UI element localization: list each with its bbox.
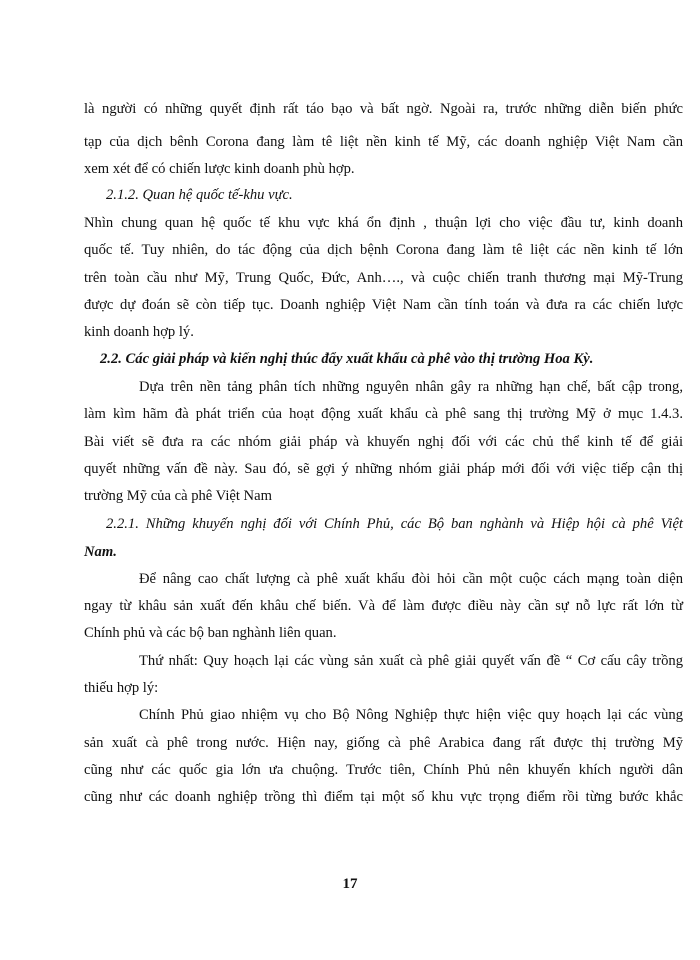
body-text-line: quốc tế. Tuy nhiên, do tác động của dịch bệnh Corona đang làm tê liệt các nền kinh tế lớn — [84, 242, 683, 258]
body-text-line: Để nâng cao chất lượng cà phê xuất khẩu đòi hỏi cần một cuộc cách mạng toàn diện — [139, 571, 683, 587]
section-heading-2-2-1: 2.2.1. Những khuyến nghị đối với Chính Phủ, các Bộ ban nghành và Hiệp hội cà phê Việt — [106, 516, 683, 532]
body-text-line: Chính Phủ giao nhiệm vụ cho Bộ Nông Nghiệp thực hiện việc quy hoạch lại các vùng — [139, 707, 683, 723]
body-text-line: được dự đoán sẽ còn tiếp tục. Doanh nghiệp Việt Nam cần tính toán và đưa ra các chiến lược — [84, 297, 683, 313]
body-text-line: cũng như các doanh nghiệp trồng thì điểm tại một số khu vực trọng điểm rồi từng bước khắc — [84, 789, 683, 805]
body-text-line: Nhìn chung quan hệ quốc tế khu vực khá ổn định , thuận lợi cho việc đầu tư, kinh doanh — [84, 215, 683, 231]
body-text-line: là người có những quyết định rất táo bạo và bất ngờ. Ngoài ra, trước những diễn biến phức — [84, 101, 683, 117]
body-text-line: xem xét để có chiến lược kinh doanh phù hợp. — [84, 161, 355, 177]
body-text-line: trường Mỹ của cà phê Việt Nam — [84, 488, 272, 504]
body-text-line: tạp của dịch bênh Corona đang làm tê liệt nền kinh tế Mỹ, các doanh nghiệp Việt Nam cần — [84, 134, 683, 150]
body-text-line: làm kìm hãm đà phát triển của hoạt động xuất khẩu cà phê sang thị trường Mỹ ở mục 1.4.3. — [84, 406, 683, 422]
body-text-line: Chính phủ và các bộ ban nghành liên quan. — [84, 625, 337, 641]
section-heading-2-1-2: 2.1.2. Quan hệ quốc tế-khu vực. — [106, 187, 293, 203]
body-text-line: cũng như các quốc gia lớn ưa chuộng. Trước tiên, Chính Phủ nên khuyến khích người dân — [84, 762, 683, 778]
body-text-line: ngay từ khâu sản xuất đến khâu chế biến. Và để làm được điều này cần sự nỗ lực rất lớn từ — [84, 598, 683, 614]
section-heading-2-2: 2.2. Các giải pháp và kiến nghị thúc đẩy xuất khẩu cà phê vào thị trường Hoa Kỳ. — [100, 351, 594, 367]
body-text-line: Thứ nhất: Quy hoạch lại các vùng sản xuất cà phê giải quyết vấn đề “ Cơ cấu cây trồng — [139, 653, 683, 669]
body-text-line: Bài viết sẽ đưa ra các nhóm giải pháp và khuyến nghị đối với các chủ thể kinh tế để giải — [84, 434, 683, 450]
section-heading-2-2-1-continued: Nam. — [84, 544, 117, 560]
body-text-line: quyết những vấn đề này. Sau đó, sẽ gợi ý những nhóm giải pháp mới đối với việc tiếp cận thị — [84, 461, 683, 477]
page-number: 17 — [342, 876, 358, 892]
body-text-line: Dựa trên nền tảng phân tích những nguyên nhân gây ra những hạn chế, bất cập trong, — [139, 379, 683, 395]
body-text-line: trên toàn cầu như Mỹ, Trung Quốc, Đức, Anh…., và cuộc chiến tranh thương mại Mỹ-Trung — [84, 270, 683, 286]
body-text-line: thiếu hợp lý: — [84, 680, 159, 696]
body-text-line: kinh doanh hợp lý. — [84, 324, 194, 340]
body-text-line: sản xuất cà phê trong nước. Hiện nay, giống cà phê Arabica đang rất được thị trường Mỹ — [84, 735, 683, 751]
